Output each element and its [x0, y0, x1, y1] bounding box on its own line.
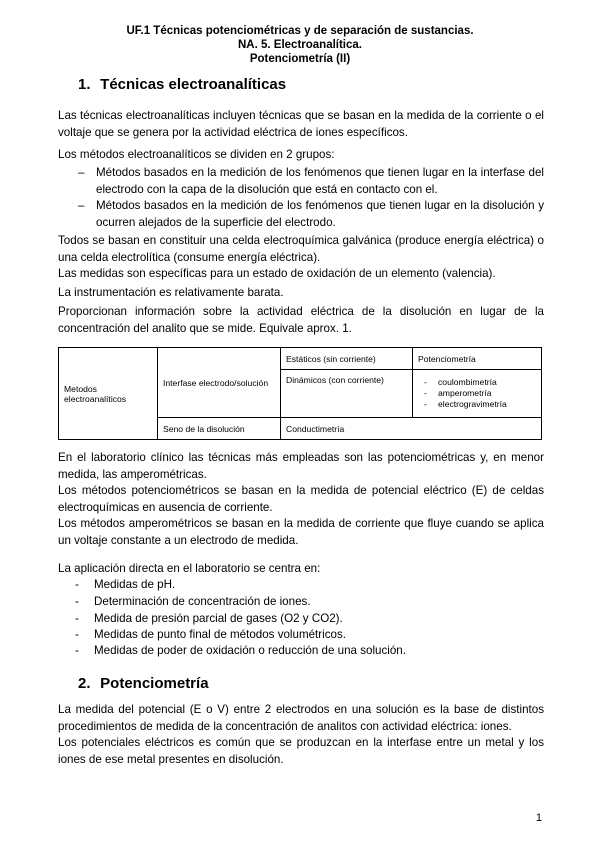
- paragraph: Los métodos potenciométricos se basan en la medida de potencial eléctrico (E) de celdas electroquímicas en ausencia de corriente.: [58, 484, 544, 514]
- paragraph: La medida del potencial (E o V) entre 2 electrodos en una solución es la base de distintos procedimientos de medida de la concentración de analitos con actividad eléctrica: iones.: [58, 703, 544, 733]
- table-cell: Dinámicos (con corriente): [281, 370, 413, 418]
- list-item: [75, 577, 175, 594]
- section-2-heading: [78, 675, 209, 692]
- list-item-text: electrogravimetría: [438, 399, 507, 409]
- list-item-text: amperometría: [438, 388, 492, 398]
- table-cell: [413, 370, 542, 418]
- list-item-text: coulombimetría: [438, 377, 497, 387]
- dash-marker: -: [75, 644, 79, 657]
- table-cell: Potenciometría: [413, 348, 542, 370]
- paragraph: Proporcionan información sobre la actividad eléctrica de la disolución en lugar de la concentración del analito que se mide. Equivale aprox. 1.: [58, 305, 544, 335]
- list-item: [78, 165, 544, 198]
- paragraph: Todos se basan en constituir una celda electroquímica galvánica (produce energía eléctrica) o una celda electrolítica (consume energía eléctrica).: [58, 234, 544, 264]
- list-item: [418, 388, 536, 399]
- section-2-number: 2.: [78, 675, 91, 692]
- paragraph: Los potenciales eléctricos es común que se produzcan en la interfase entre un metal y los iones de ese metal presentes en disolución.: [58, 736, 544, 766]
- dash-marker: -: [424, 388, 427, 398]
- table-cell: Interfase electrodo/solución: [158, 348, 281, 418]
- document-header: [0, 24, 600, 66]
- dash-marker: -: [75, 612, 79, 625]
- section-1-number: 1.: [78, 76, 91, 93]
- list-item-text: Medidas de pH.: [94, 578, 176, 591]
- header-line-2: NA. 5. Electroanalítica.: [238, 39, 362, 51]
- header-line-1: UF.1 Técnicas potenciométricas y de separación de sustancias.: [126, 25, 474, 37]
- paragraph: Los métodos amperométricos se basan en la medida de corriente que fluye cuando se aplica un voltaje constante a un electrodo de medida.: [58, 517, 544, 547]
- section-1-heading: [78, 76, 286, 93]
- table-cell: Estáticos (sin corriente): [281, 348, 413, 370]
- header-line-3: Potenciometría (II): [249, 53, 351, 65]
- list-item: [418, 377, 536, 388]
- page-number: 1: [535, 812, 542, 824]
- list-item-text: Medidas de punto final de métodos volumétricos.: [94, 628, 346, 641]
- list-item-text: Métodos basados en la medición de los fenómenos que tienen lugar en la disolución y ocurren alejados de la superficie del electrodo.: [96, 199, 544, 229]
- dash-marker: –: [78, 166, 85, 179]
- table-cell: Metodos electroanalíticos: [59, 348, 158, 440]
- paragraph: Las medidas son específicas para un estado de oxidación de un elemento (valencia).: [58, 267, 496, 280]
- paragraph: La instrumentación es relativamente barata.: [58, 286, 284, 299]
- section-2-title: Potenciometría: [100, 675, 209, 692]
- dynamic-methods-list: [418, 377, 536, 410]
- list-item: [78, 198, 544, 231]
- dash-marker: –: [78, 199, 85, 212]
- paragraph: Los métodos electroanalíticos se dividen en 2 grupos:: [58, 148, 335, 161]
- list-item: [75, 594, 311, 611]
- dash-marker: -: [75, 628, 79, 641]
- list-item-text: Determinación de concentración de iones.: [94, 595, 311, 608]
- paragraph: Las técnicas electroanalíticas incluyen técnicas que se basan en la medida de la corriente o el voltaje que se genera por la actividad eléctrica de iones específicos.: [58, 109, 544, 139]
- dash-marker: -: [75, 595, 79, 608]
- list-item-text: Métodos basados en la medición de los fenómenos que tienen lugar en la interfase del electrodo con la capa de la disolución que está en contacto con el.: [96, 166, 544, 196]
- list-item: [75, 627, 346, 644]
- section-1-title: Técnicas electroanalíticas: [100, 76, 287, 93]
- dash-marker: -: [424, 377, 427, 387]
- paragraph: En el laboratorio clínico las técnicas más empleadas son las potenciométricas y, en menor medida, las amperométricas.: [58, 451, 544, 481]
- list-item-text: Medida de presión parcial de gases (O2 y CO2).: [94, 612, 343, 625]
- list-item: [75, 643, 406, 660]
- dash-marker: -: [75, 578, 79, 591]
- list-item: [418, 399, 536, 410]
- table-cell: Conductimetría: [281, 418, 542, 440]
- paragraph: La aplicación directa en el laboratorio se centra en:: [58, 562, 321, 575]
- list-item: [75, 611, 343, 628]
- electroanalytical-methods-table: [58, 347, 542, 440]
- table-cell: Seno de la disolución: [158, 418, 281, 440]
- dash-marker: -: [424, 399, 427, 409]
- list-item-text: Medidas de poder de oxidación o reducción de una solución.: [94, 644, 406, 657]
